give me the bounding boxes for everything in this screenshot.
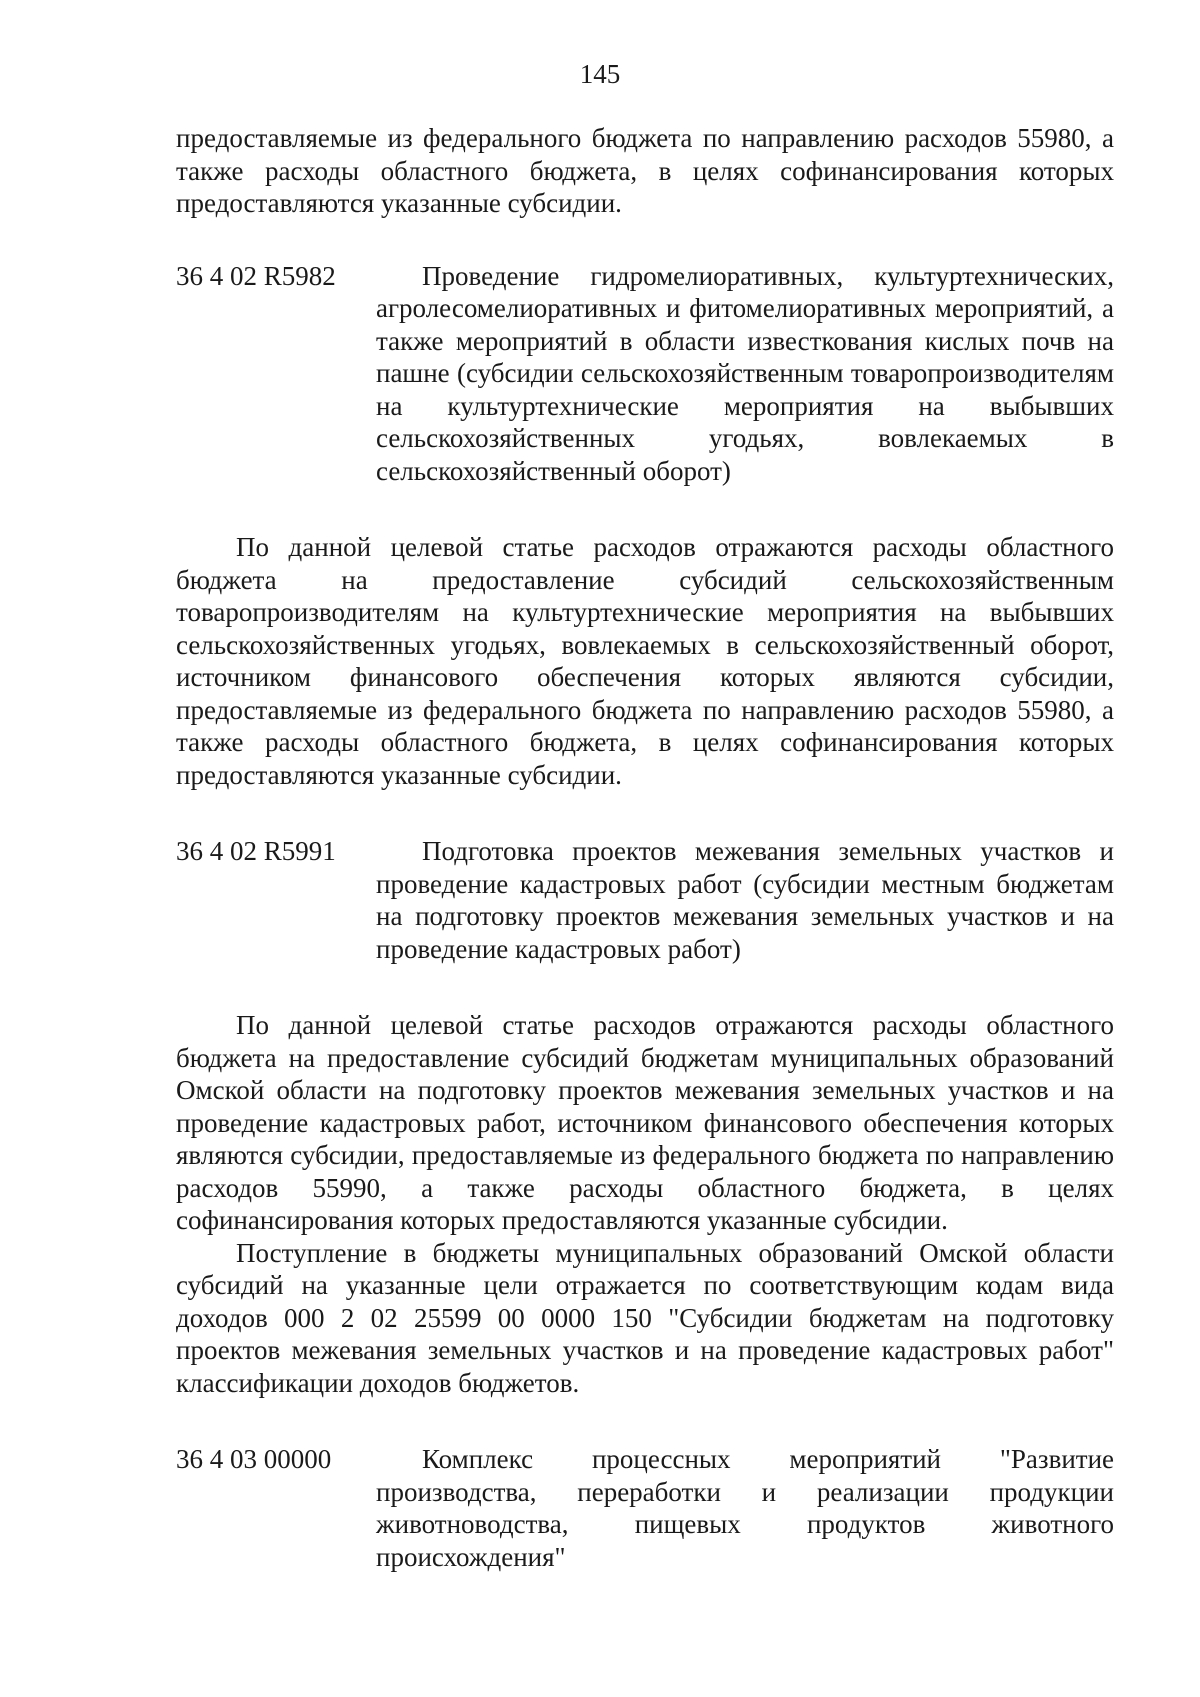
budget-entry-description: Комплекс процессных мероприятий "Развитие производства, переработки и реализации продукции животноводства, пищевых продуктов животного происхождения" [376, 1444, 1114, 1572]
budget-code: 36 4 02 R5991 [176, 836, 336, 866]
paragraph: Поступление в бюджеты муниципальных образований Омской области субсидий на указанные цели отражается по соответствующим кодам вида доходов 000 2 02 25599 00 0000 150 "Субсидии бюджетам на подготовку проектов межевания земельных участков и на проведение кадастровых работ" классификации доходов бюджетов. [176, 1237, 1114, 1398]
budget-entry [176, 260, 1114, 488]
budget-entry-description: Подготовка проектов межевания земельных участков и проведение кадастровых работ (субсидии местным бюджетам на подготовку проектов межевания земельных участков и на проведение кадастровых работ) [376, 836, 1114, 964]
budget-code: 36 4 02 R5982 [176, 260, 336, 291]
paragraph: По данной целевой статье расходов отражаются расходы областного бюджета на предоставление субсидий бюджетам муниципальных образований Омской области на подготовку проектов межевания земельных участков и на проведение кадастровых работ, источником финансового обеспечения которых являются субсидии, предоставляемые из федерального бюджета по направлению расходов 55990, а также расходы областного бюджета, в целях софинансирования которых предоставляются указанные субсидии. [176, 1010, 1114, 1235]
paragraph: По данной целевой статье расходов отражаются расходы областного бюджета на предоставление субсидий сельскохозяйственным товаропроизводителям на культуртехнические мероприятия на выбывших сельскохозяйственных угодьях, вовлекаемых в сельскохозяйственный оборот, источником финансового обеспечения которых являются субсидии, предоставляемые из федерального бюджета по направлению расходов 55980, а также расходы областного бюджета, в целях софинансирования которых предоставляются указанные субсидии. [176, 532, 1114, 790]
budget-code: 36 4 03 00000 [176, 1444, 332, 1474]
budget-entry [176, 835, 1114, 965]
budget-entry-description: Проведение гидромелиоративных, культуртехнических, агролесомелиоративных и фитомелиоративных мероприятий, а также мероприятий в области известкования кислых почв на пашне (субсидии сельскохозяйственным товаропроизводителям на культуртехнические мероприятия на выбывших сельскохозяйственных угодьях, вовлекаемых в сельскохозяйственный оборот) [376, 260, 1114, 486]
budget-entry [176, 1443, 1114, 1573]
paragraph-continuation: предоставляемые из федерального бюджета по направлению расходов 55980, а также расходы областного бюджета, в целях софинансирования которых предоставляются указанные субсидии. [176, 123, 1114, 218]
page-number: 145 [579, 59, 621, 89]
document-body [176, 122, 1114, 1573]
